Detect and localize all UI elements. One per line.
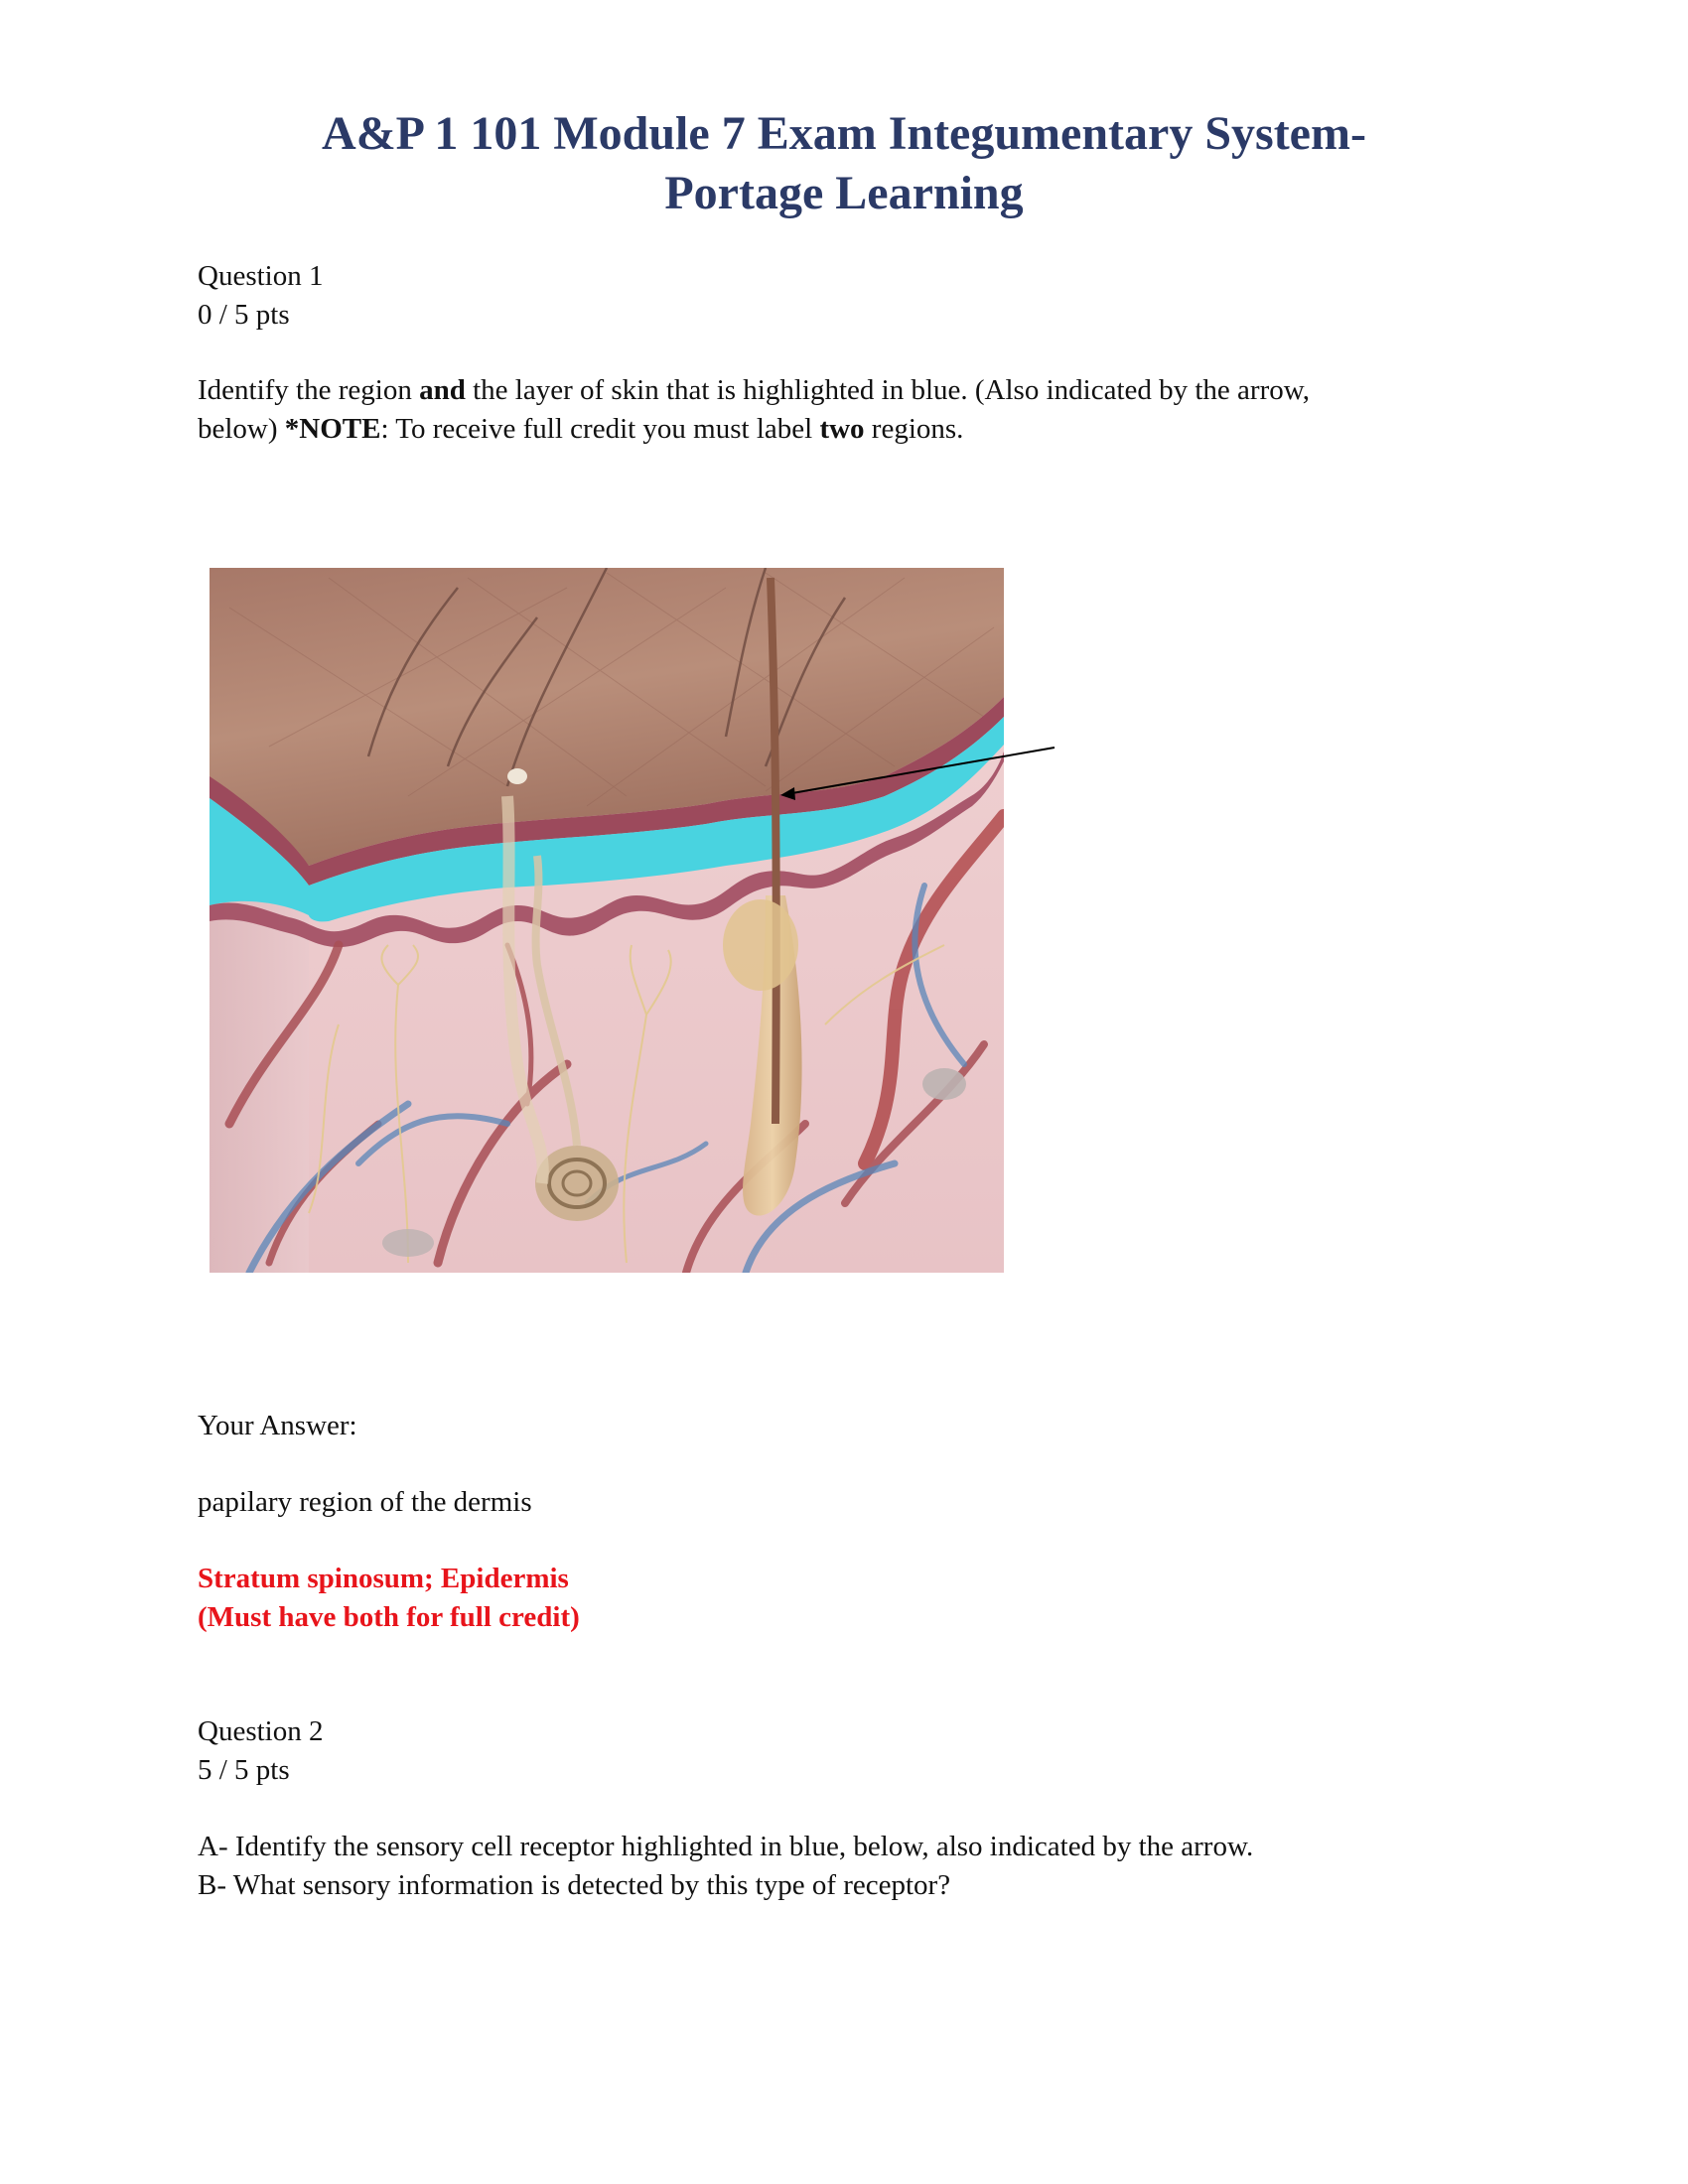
question-2-label: Question 2 [198, 1715, 324, 1747]
your-answer-text: papilary region of the dermis [198, 1486, 532, 1518]
skin-layers-illustration [210, 568, 1004, 1273]
your-answer-label: Your Answer: [198, 1410, 357, 1441]
prompt-bold-two: two [819, 413, 865, 445]
prompt-text: below) [198, 413, 285, 445]
prompt-text: regions. [864, 413, 964, 445]
prompt-text: the layer of skin that is highlighted in blue. (Also indicated by the arrow, [465, 374, 1311, 406]
sebaceous-gland [723, 899, 798, 991]
question-2-line-b: B- What sensory information is detected by this type of receptor? [198, 1869, 951, 1901]
question-1-label: Question 1 [198, 260, 324, 292]
title-line-1: A&P 1 101 Module 7 Exam Integumentary System- [322, 107, 1366, 160]
question-1-points: 0 / 5 pts [198, 299, 290, 331]
title-line-2: Portage Learning [664, 167, 1024, 219]
prompt-bold-note: *NOTE [284, 413, 381, 445]
question-1-prompt-line-2 [198, 410, 1508, 449]
correct-answer-line-1: Stratum spinosum; Epidermis [198, 1563, 569, 1594]
prompt-bold-and: and [419, 374, 466, 406]
question-1-prompt [198, 371, 1508, 449]
question-2-points: 5 / 5 pts [198, 1754, 290, 1786]
document-title [0, 104, 1688, 223]
prompt-text: Identify the region [198, 374, 420, 406]
prompt-text: : To receive full credit you must label [380, 413, 820, 445]
question-1-prompt-line-1 [198, 371, 1508, 410]
correct-answer-line-2: (Must have both for full credit) [198, 1601, 580, 1633]
question-2-line-a: A- Identify the sensory cell receptor highlighted in blue, below, also indicated by the arrow. [198, 1831, 1254, 1862]
